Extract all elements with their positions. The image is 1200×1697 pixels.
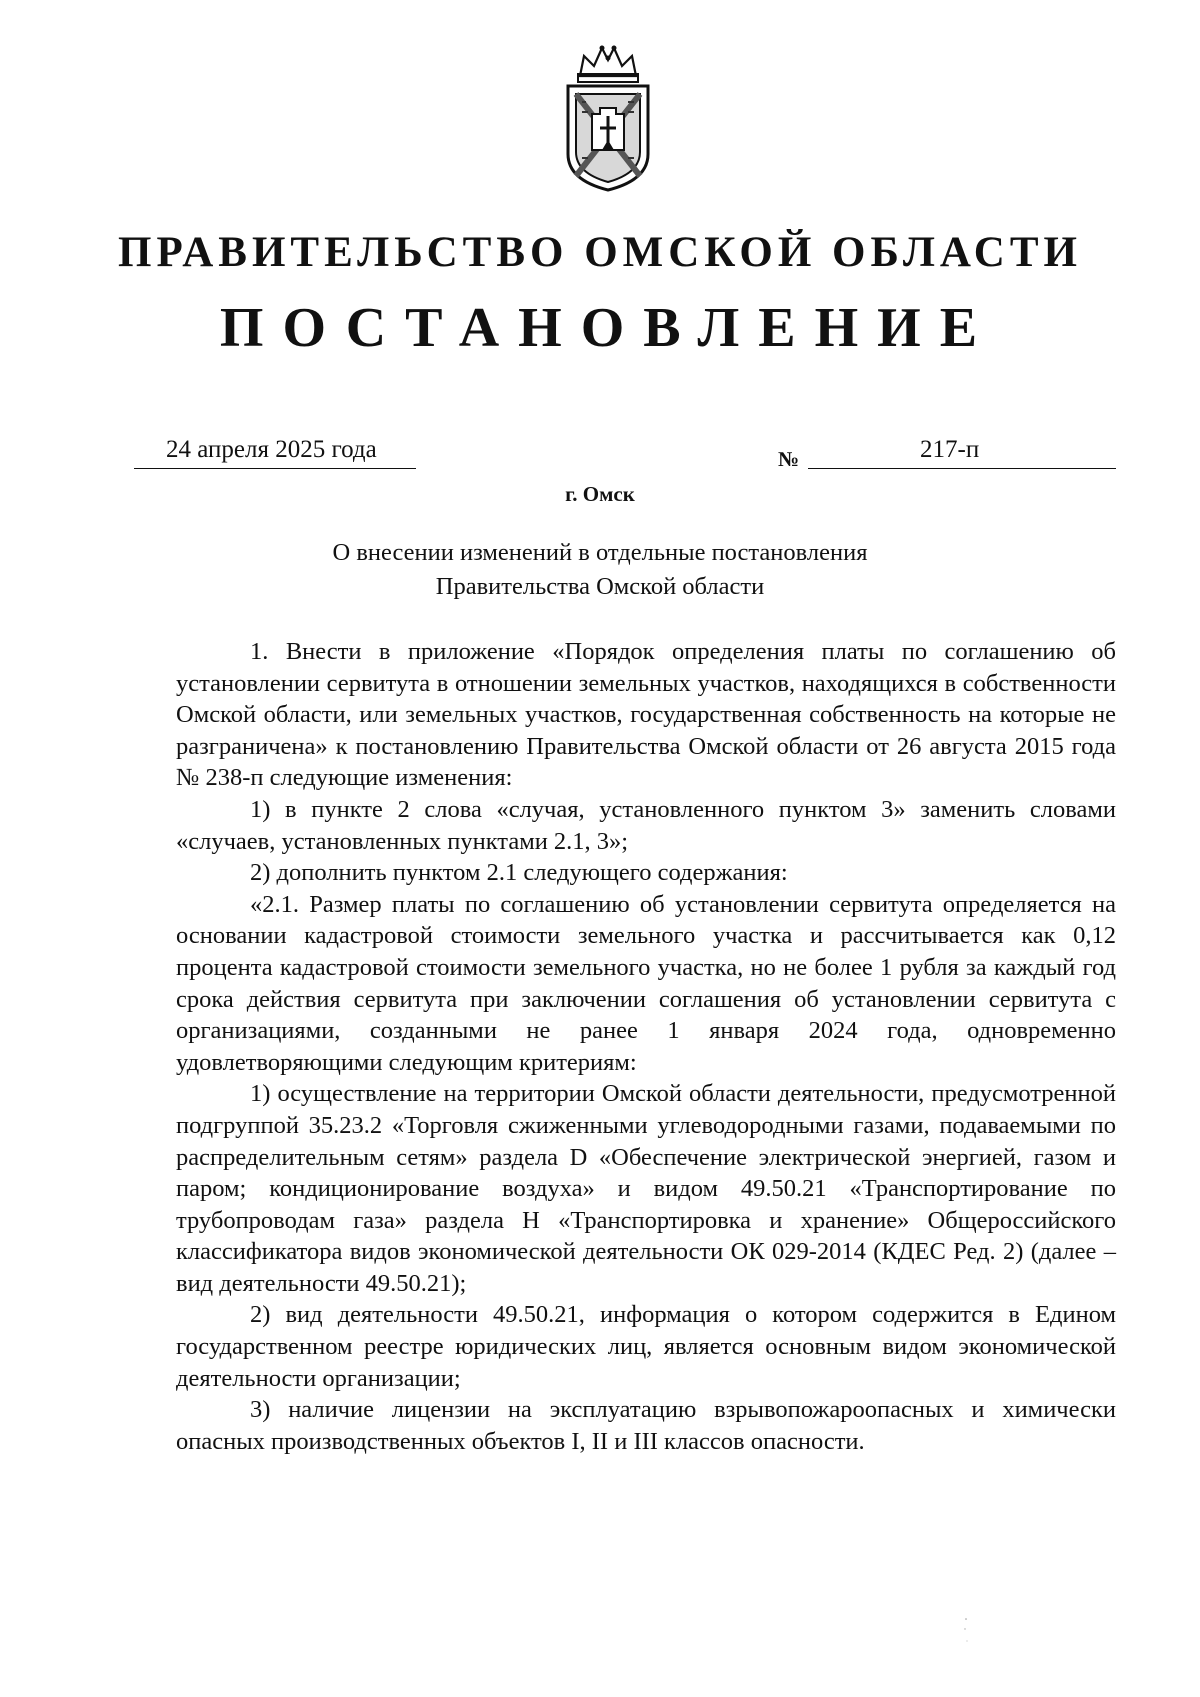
date-field bbox=[134, 434, 416, 469]
number-sign: № bbox=[778, 447, 800, 471]
subject-line-2: Правительства Омской области bbox=[435, 573, 765, 600]
coat-of-arms-icon bbox=[562, 42, 654, 192]
subject-line-1: О внесении изменений в отдельные постановления bbox=[332, 539, 868, 566]
paragraph-2: 1) в пункте 2 слова «случая, установленного пунктом 3» заменить словами «случаев, установленных пунктами 2.1, 3»; bbox=[176, 795, 1116, 855]
document-type-title: ПОСТАНОВЛЕНИЕ bbox=[219, 297, 997, 359]
paragraph-5: 1) осуществление на территории Омской области деятельности, предусмотренной подгруппой 35.23.2 «Торговля сжиженными углеводородными газами, подаваемыми по распределительным сетям» раздела D «Обеспечение электрической энергией, газом и паром; кондиционирование воздуха» и видом 49.50.21 «Транспортирование по трубопроводам газа» раздела H «Транспортировка и хранение» Общероссийского классификатора видов экономической деятельности ОК 029-2014 (КДЕС Ред. 2) (далее – вид деятельности 49.50.21); bbox=[176, 1080, 1116, 1297]
number-field bbox=[808, 434, 1116, 469]
paragraph-6: 2) вид деятельности 49.50.21, информация о котором содержится в Едином государственном реестре юридических лиц, является основным видом экономической деятельности организации; bbox=[176, 1301, 1116, 1392]
document-body bbox=[176, 636, 1116, 1457]
paragraph-4: «2.1. Размер платы по соглашению об установлении сервитута определяется на основании кадастровой стоимости земельного участка и рассчитывается как 0,12 процента кадастровой стоимости земельного участка, но не более 1 рубля за каждый год срока действия сервитута при заключении соглашения об установлении сервитута с организациями, созданными не ранее 1 января 2024 года, одновременно удовлетворяющими следующим критериям: bbox=[176, 890, 1116, 1076]
government-title: ПРАВИТЕЛЬСТВО ОМСКОЙ ОБЛАСТИ bbox=[118, 229, 1082, 276]
paragraph-7: 3) наличие лицензии на эксплуатацию взрывопожароопасных и химически опасных производственных объектов I, II и III классов опасности. bbox=[176, 1396, 1116, 1455]
scan-artifact bbox=[960, 1615, 972, 1655]
document-date: 24 апреля 2025 года bbox=[166, 436, 377, 463]
paragraph-3: 2) дополнить пунктом 2.1 следующего содержания: bbox=[250, 859, 788, 887]
document-number: 217-п bbox=[920, 436, 980, 463]
document-subject bbox=[0, 536, 1200, 604]
city-label: г. Омск bbox=[565, 482, 635, 506]
paragraph-1: 1. Внести в приложение «Порядок определения платы по соглашению об установлении сервитута в отношении земельных участков, находящихся в собственности Омской области, или земельных участков, государственная собственность на которые не разграничена» к постановлению Правительства Омской области от 26 августа 2015 года № 238-п следующие изменения: bbox=[176, 638, 1116, 792]
